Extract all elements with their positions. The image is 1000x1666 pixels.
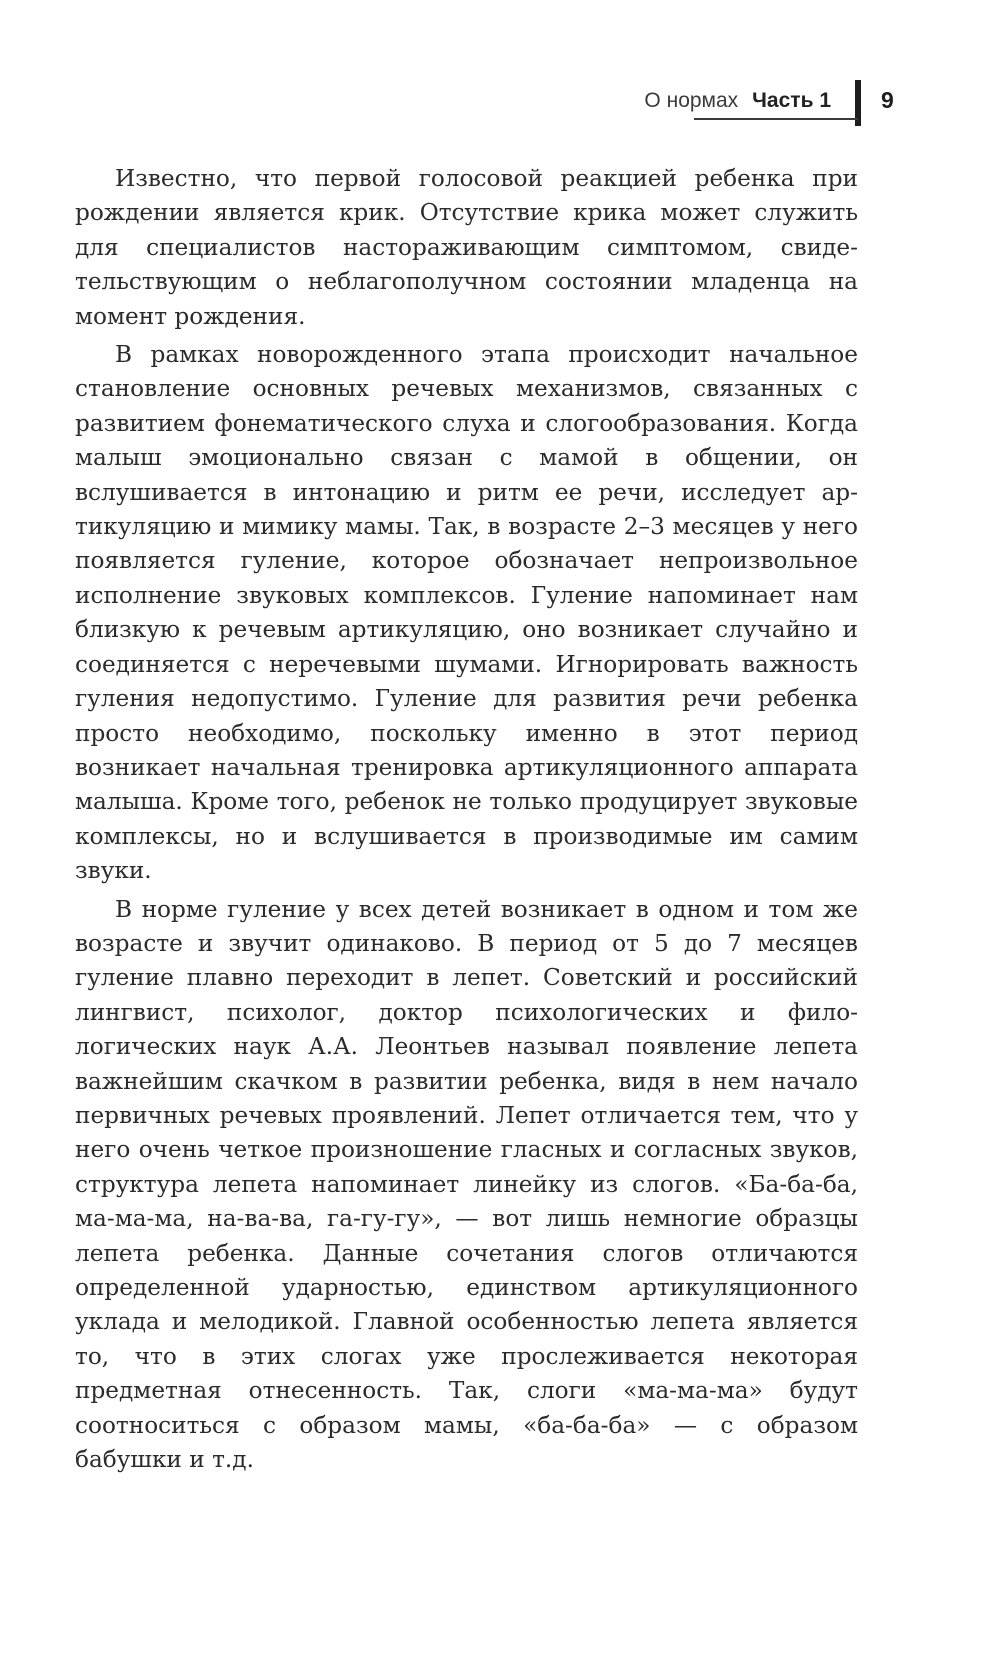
section-title: О нормах bbox=[644, 89, 739, 112]
page-number: 9 bbox=[881, 87, 894, 113]
header-underline bbox=[694, 118, 858, 120]
body-text bbox=[75, 162, 858, 1477]
paragraph: Известно, что первой голосовой реакцией ребенка при рождении является крик. Отсутствие крика может служить для специалистов настораживающим симптомом, свидетельствующим о неблагополучном состоянии младенца на момент рождения. bbox=[75, 165, 858, 330]
part-label: Часть 1 bbox=[752, 89, 831, 112]
part-label-wrap bbox=[752, 88, 831, 114]
paragraph: В рамках новорожденного этапа происходит начальное становление основных речевых механизмов, связанных с развитием фонематического слуха и слогообразования. Когда малыш эмоционально связан с мамой в общении, он вслушивается в интонацию и ритм ее речи, исследует артикуляцию и мимику мамы. Так, в возрасте 2–3 месяцев у него появляется гуление, которое обозначает непроизвольное исполнение звуковых комплексов. Гуление напоминает нам близкую к речевым артикуляцию, оно возникает случайно и соединяется с неречевыми шумами. Игнорировать важность гуления недопустимо. Гуление для развития речи ребенка просто необходимо, поскольку именно в этот период возникает начальная тренировка артикуляционного аппарата малыша. Кроме того, ребенок не только продуцирует звуковые комплексы, но и вслушивается в производимые им самим звуки. bbox=[75, 341, 858, 885]
running-header bbox=[644, 86, 921, 126]
paragraph: В норме гуление у всех детей возникает в одном и том же возрасте и звучит одинаково. В период от 5 до 7 месяцев гуление плавно переходит в лепет. Советский и российский лингвист, психолог, доктор психологических и филологических наук А.А. Леонтьев называл появление лепета важнейшим скачком в развитии ребенка, видя в нем начало первичных речевых проявлений. Лепет отличается тем, что у него очень четкое произношение гласных и согласных звуков, структура лепета напоминает линейку из слогов. «Ба-ба-ба, ма-ма-ма, на-ва-ва, га-гу-гу», — вот лишь немногие образцы лепета ребенка. Данные сочетания слогов отличаются определенной ударностью, единством артикуляционного уклада и мелодикой. Главной особенностью лепета является то, что в этих слогах уже прослеживается некоторая предметная отнесенность. Так, слоги «ма-ма-ма» будут соотноситься с образом мамы, «ба-ба-ба» — с образом бабушки и т.д. bbox=[75, 895, 858, 1474]
